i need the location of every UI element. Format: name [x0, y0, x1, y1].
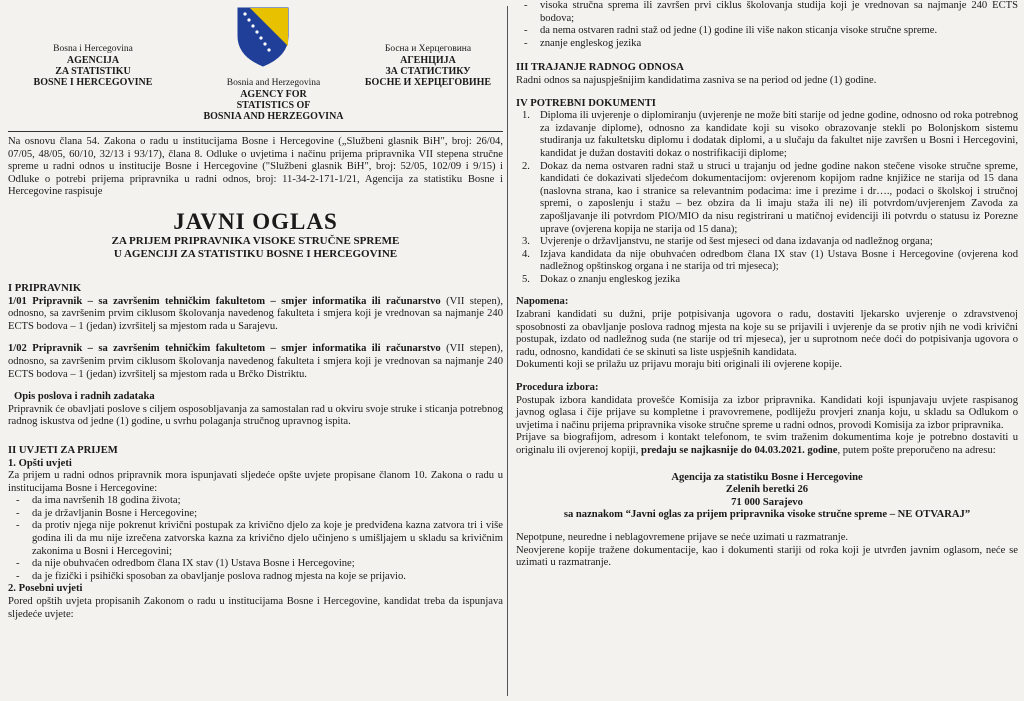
position-1-02: 1/02 Pripravnik – sa završenim tehničkim fakultetom – smjer informatika ili računarstvo (VII stepen), odnosno, sa završenim prvim ciklusom školovanja navedenog fakulteta i smjera koji je vrednovan sa najmanje 240 ECTS bodova – 1 (jedan) izvršitelj sa mjestom rada u Brčko Distriktu. — [8, 343, 503, 380]
procedure-submission: Prijave sa biografijom, adresom i kontakt telefonom, te svim traženim dokumentima koje je potrebno dostaviti u originalu ili ovjerenoj kopiji, predaju se najkasnije do 04.03.2021. godine, putem pošte preporučeno na adresu: — [516, 432, 1018, 456]
general-conditions-intro: Za prijem u radni odnos pripravnik mora ispunjavati sljedeće opšte uvjete propisane članom 10. Zakona o radu u institucijama Bosne i Hercegovine: — [8, 470, 503, 494]
procedure-text: Postupak izbora kandidata provešće Komisija za izbor pripravnika. Kandidati koji ispunjavaju uvjete raspisanog javnog oglasa i čije prijave su kompletne i pravovremene, podliježu provjeri znanja koju, u skladu sa Odlukom o uvjetima i načinu prijema pripravnika visoke stručne spreme u radni odnos, provodi Komisija za izbor pripravnika. — [516, 394, 1018, 431]
job-description: Pripravnik će obavljati poslove s ciljem osposobljavanja za samostalan rad u okviru svoje struke i sticanja potrebnog radnog iskustva od jedne (1) godine, u svrhu polaganja stručnog upravnog ispita. — [8, 403, 503, 428]
list-item: - da nema ostvaren radni staž od jedne (1) godine ili više nakon sticanja visoke stručne spreme. — [540, 25, 1018, 38]
org-name-english: Bosnia and Herzegovina AGENCY FOR STATISTICS OF BOSNIA AND HERZEGOVINA — [203, 78, 344, 122]
org-name-cyrillic: Босна и Херцеговина АГЕНЦИЈА ЗА СТАТИСТИКУ БОСНЕ И ХЕРЦЕГОВИНЕ — [364, 44, 492, 88]
list-item: - da nije obuhvaćen odredbom člana IX stav (1) Ustava Bosne i Hercegovine; — [32, 558, 503, 571]
closing-note-2: Neovjerene kopije tražene dokumentacije, kao i dokumenti stariji od roka koji je utvrđen javnim oglasom, neće se uzimati u razmatranje. — [516, 544, 1018, 569]
list-item: 3. Uvjerenje o državljanstvu, ne starije od šest mjeseci od dana izdavanja od nadležnog organa; — [522, 236, 933, 248]
note-text-2: Dokumenti koji se prilažu uz prijavu moraju biti originali ili ovjerene kopije. — [516, 359, 842, 371]
procedure-heading: Procedura izbora: — [516, 382, 599, 394]
subtitle-line-2: U AGENCIJI ZA STATISTIKU BOSNE I HERCEGOVINE — [113, 247, 398, 260]
list-item: 1. Diploma ili uvjerenje o diplomiranju (uvjerenje ne može biti starije od jedne godine, odnosno od roka potrebnog za izdavanje diplome), odnosno za kandidate koji su visoko obrazovanje stekli po Bolonjskom sistemu studiranja uz fakultetsku diplomu i dodatak diplomi, a u slučaju da fakultet nije završen u Bosni i Hercegovini, kandidat je dužan dostaviti dokaz o nostrifikaciji diplome; — [522, 110, 1018, 159]
closing-note-1: Nepotpune, neuredne i neblagovremene prijave se neće uzimati u razmatranje. — [516, 531, 849, 543]
section-2-heading: II UVJETI ZA PRIJEM — [8, 444, 118, 456]
column-divider — [507, 6, 508, 696]
address-line-3: 71 000 Sarajevo — [731, 496, 803, 508]
job-description-heading: Opis poslova i radnih zadataka — [14, 391, 155, 403]
special-conditions-list — [516, 0, 1018, 50]
position-1-01: 1/01 Pripravnik – sa završenim tehničkim fakultetom – smjer informatika ili računarstvo (VII stepen), odnosno, sa završenim prvim ciklusom školovanja navedenog fakulteta i smjera koji je vrednovan sa najmanje 240 ECTS bodova – 1 (jedan) izvršitelj sa mjestom rada u Sarajevu. — [8, 295, 503, 332]
intro-paragraph: Na osnovu člana 54. Zakona o radu u institucijama Bosne i Hercegovine („Službeni glasnik BiH", broj: 26/04, 07/05, 48/05, 60/10, 32/13 i 93/17), člana 8. Odluke o uvjetima i načinu prijema pripravnika VII stepena stručne spreme u radni odnos u institucije Bosne i Hercegovine ("Službeni glasnik BiH", broj: 52/05, 102/09 i 9/15) i Odluke o potrebi prijema pripravnika u radni odnos, broj: 11-34-2-171-1/21, Agencija za statistiku Bosne i Hercegovine raspisuje — [8, 136, 503, 198]
letterhead — [8, 0, 503, 128]
section-4-heading: IV POTREBNI DOKUMENTI — [516, 97, 656, 109]
list-item: 4. Izjava kandidata da nije obuhvaćen odredbom člana IX stav (1) Ustava Bosne i Hercegovine (ovjerena kod nadležnog opštinskog organa i ne starija od tri mjeseca); — [522, 248, 1018, 273]
list-item: - da je fizički i psihički sposoban za obavljanje poslova radnog mjesta na koje se prijavio. — [32, 571, 503, 584]
special-conditions-intro: Pored opštih uvjeta propisanih Zakonom o radu u institucijama Bosne i Hercegovine, kandidat treba da ispunjava sljedeće uvjete: — [8, 596, 503, 620]
section-1-heading: I PRIPRAVNIK — [8, 282, 82, 294]
subtitle-line-1: ZA PRIJEM PRIPRAVNIKA VISOKE STRUČNE SPREME — [111, 234, 400, 247]
coat-of-arms-icon — [236, 6, 290, 68]
note-heading: Napomena: — [516, 296, 569, 308]
list-item: - da protiv njega nije pokrenut krivični postupak za krivično djelo za koje je predviđena kazna zatvora tri i više godina ili da mu nije izrečena zatvorska kazna za krivično djelo učinjeno s umišljajem u skladu sa krivičnim zakonima u Bosni i Hercegovini; — [32, 520, 503, 558]
general-conditions-heading: 1. Opšti uvjeti — [8, 457, 72, 469]
page-title: JAVNI OGLAS — [173, 208, 338, 234]
list-item: - znanje engleskog jezika — [540, 38, 1018, 51]
address-line-4: sa naznakom “Javni oglas za prijem pripravnika visoke stručne spreme – NE OTVARAJ” — [563, 509, 971, 521]
general-conditions-list — [8, 495, 503, 583]
employment-duration: Radni odnos sa najuspješnijim kandidatima zasniva se na period od jedne (1) godine. — [516, 74, 877, 86]
documents-list — [516, 110, 1018, 286]
section-3-heading: III TRAJANJE RADNOG ODNOSA — [516, 62, 684, 74]
list-item: - visoka stručna sprema ili završen prvi ciklus školovanja studija koji je vrednovan sa najmanje 240 ECTS bodova; — [540, 0, 1018, 25]
address-line-2: Zelenih beretki 26 — [725, 484, 809, 496]
left-column — [8, 0, 503, 621]
header-rule — [8, 131, 503, 132]
list-item: 2. Dokaz da nema ostvaren radni staž u struci u trajanju od jedne godine nakon stečene visoke stručne spreme, kandidati će dokazivati sljedećom dokumentacijom: ovjerenom kopijom radne knjižice ne starija od 15 dana (naslovna strana, kao i stranice sa relevantnim podacima: ime i prezime i dr…., podaci o školskoj i stručnoj spremi, o zaposlenju i stažu – bez obzira da li imaju staža ili ne) ili potvrdom/uvjerenjem Zavoda za zapošljavanje ili potvrdom PIO/MIO da nisu registrirani u matičnoj evidenciji ili potvrdu o statusu iz Porezne uprave (ovjerena kopija ne starija od 15 dana); — [522, 160, 1018, 235]
list-item: 5. Dokaz o znanju engleskog jezika — [522, 273, 681, 285]
list-item: - da ima navršenih 18 godina života; — [32, 495, 503, 508]
note-text: Izabrani kandidati su dužni, prije potpisivanja ugovora o radu, dostaviti ljekarsko uvjerenje o zdravstvenoj sposobnosti za obavljanje poslova radnog mjesta na koje su se prijavili i uvjerenje da se protiv njih ne vodi krivični postupak, izdato od nadležnog suda (ne starije od tri mjeseca), jer u suprotnom neće doći do potpisivanja ugovora o radu, odnosno, kandidati će se skinuti sa liste uspješnih kandidata. — [516, 309, 1018, 358]
right-column — [516, 0, 1018, 570]
list-item: - da je državljanin Bosne i Hercegovine; — [32, 508, 503, 521]
special-conditions-heading: 2. Posebni uvjeti — [8, 583, 83, 595]
address-line-1: Agencija za statistiku Bosne i Hercegovine — [671, 471, 863, 483]
org-name-latin: Bosna i Hercegovina AGENCIJA ZA STATISTIKU BOSNE I HERCEGOVINE — [33, 44, 153, 88]
